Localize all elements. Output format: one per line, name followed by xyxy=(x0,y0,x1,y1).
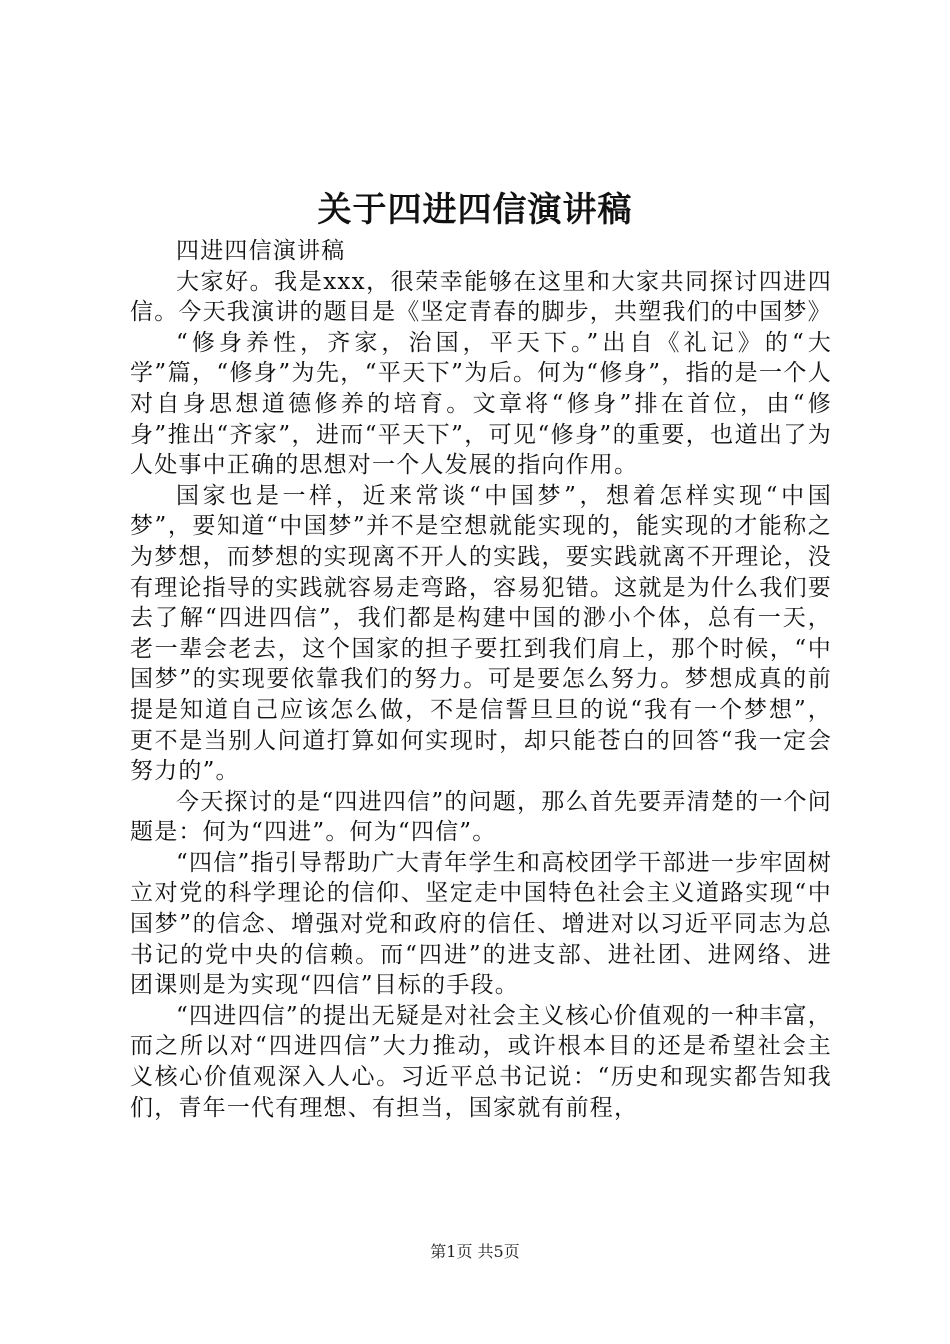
paragraph-china-dream: 国家也是一样，近来常谈“中国梦”，想着怎样实现“中国梦”，要知道“中国梦”并不是空想就能实现的，能实现的才能称之为梦想，而梦想的实现离不开人的实践，要实践就离不开理论，没有理论指导的实践就容易走弯路，容易犯错。这就是为什么我们要去了解“四进四信”，我们都是构建中国的渺小个体，总有一天，老一辈会老去，这个国家的担子要扛到我们肩上，那个时候，“中国梦”的实现要依靠我们的努力。可是要怎么努力。梦想成真的前提是知道自己应该怎么做，不是信誓旦旦的说“我有一个梦想”，更不是当别人问道打算如何实现时，却只能苍白的回答“我一定会努力的”。 xyxy=(130,482,832,785)
page-number-footer: 第1页 共5页 xyxy=(430,1242,520,1261)
paragraph-greeting: 大家好。我是xxx，很荣幸能够在这里和大家共同探讨四进四信。今天我演讲的题目是《坚定青春的脚步，共塑我们的中国梦》 xyxy=(130,268,832,326)
paragraph-self-cultivation: “修身养性，齐家，治国，平天下。”出自《礼记》的“大学”篇，“修身”为先，“平天下”为后。何为“修身”，指的是一个人对自身思想道德修养的培育。文章将“修身”排在首位，由“修身”推出“齐家”，进而“平天下”，可见“修身”的重要，也道出了为人处事中正确的思想对一个人发展的指向作用。 xyxy=(130,329,832,479)
document-body xyxy=(130,236,832,1123)
paragraph-subtitle: 四进四信演讲稿 xyxy=(176,238,346,264)
paragraph-question: 今天探讨的是“四进四信”的问题，那么首先要弄清楚的一个问题是：何为“四进”。何为“四信”。 xyxy=(130,788,832,846)
paragraph-four-beliefs: “四信”指引导帮助广大青年学生和高校团学干部进一步牢固树立对党的科学理论的信仰、坚定走中国特色社会主义道路实现“中国梦”的信念、增强对党和政府的信任、增进对以习近平同志为总书记的党中央的信赖。而“四进”的进支部、进社团、进网络、进团课则是为实现“四信”目标的手段。 xyxy=(130,849,832,999)
document-title: 关于四进四信演讲稿 xyxy=(317,190,633,230)
paragraph-core-values: “四进四信”的提出无疑是对社会主义核心价值观的一种丰富，而之所以对“四进四信”大力推动，或许根本目的还是希望社会主义核心价值观深入人心。习近平总书记说：“历史和现实都告知我们，青年一代有理想、有担当，国家就有前程， xyxy=(130,1002,832,1121)
